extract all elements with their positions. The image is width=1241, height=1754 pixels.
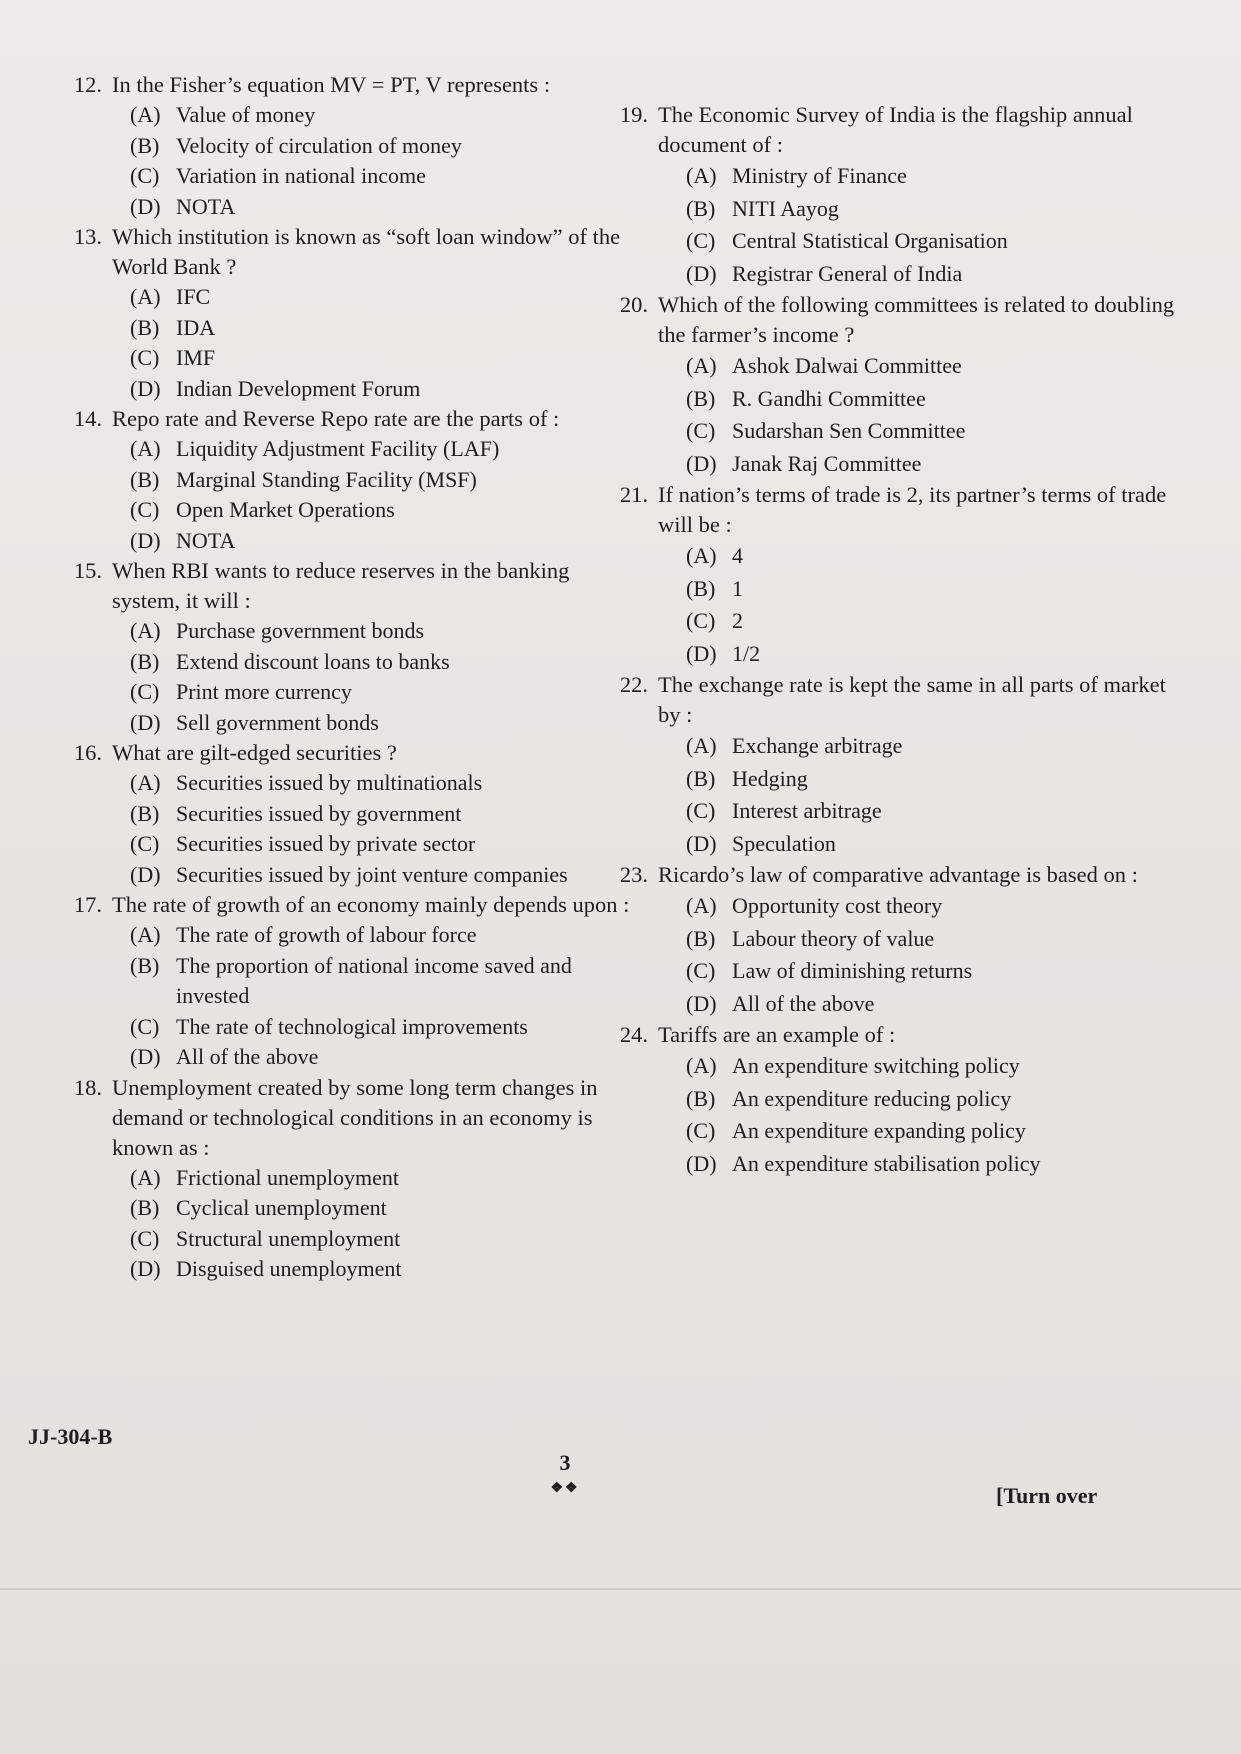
question-text: Which institution is known as “soft loan window” of the World Bank ? <box>112 224 621 279</box>
option-d <box>130 374 640 405</box>
option-letter: (D) <box>686 450 717 476</box>
option-d <box>686 988 1190 1021</box>
option-text: All of the above <box>732 990 875 1016</box>
option-letter: (B) <box>130 314 160 340</box>
left-column <box>60 70 640 1285</box>
option-c <box>130 495 640 526</box>
question-text: When RBI wants to reduce reserves in the banking system, it will : <box>112 558 570 613</box>
question-number: 16. <box>73 740 102 765</box>
question-text: What are gilt-edged securities ? <box>112 740 397 765</box>
question-14 <box>60 404 640 556</box>
option-b <box>686 1083 1190 1116</box>
option-d <box>686 448 1190 481</box>
question-text: Ricardo’s law of comparative advantage is based on : <box>658 862 1138 887</box>
option-d <box>130 1042 640 1073</box>
page-fold-divider <box>0 1588 1241 1590</box>
option-letter: (B) <box>130 1195 160 1220</box>
option-letter: (C) <box>130 831 160 856</box>
option-letter: (C) <box>130 1225 160 1251</box>
option-letter: (A) <box>130 770 161 795</box>
question-number: 24. <box>619 1022 648 1047</box>
option-b <box>130 465 640 496</box>
question-16 <box>60 738 640 890</box>
option-b <box>130 799 640 830</box>
option-a <box>130 1163 640 1194</box>
question-text: In the Fisher’s equation MV = PT, V represents : <box>112 72 551 97</box>
question-13 <box>60 222 640 404</box>
option-a <box>686 890 1190 923</box>
option-letter: (B) <box>686 765 716 791</box>
question-text: If nation’s terms of trade is 2, its partner’s terms of trade will be : <box>658 482 1167 537</box>
option-d <box>686 828 1190 861</box>
option-b <box>686 763 1190 796</box>
option-letter: (D) <box>130 861 161 887</box>
option-list <box>130 1163 640 1285</box>
option-text: Print more currency <box>176 679 352 704</box>
option-letter: (D) <box>686 830 717 856</box>
option-letter: (C) <box>130 497 160 522</box>
option-d <box>130 1254 640 1285</box>
option-letter: (C) <box>686 1118 716 1143</box>
option-d <box>130 708 640 739</box>
question-text: Which of the following committees is related to doubling the farmer’s income ? <box>658 292 1175 347</box>
option-text: Liquidity Adjustment Facility (LAF) <box>176 436 500 461</box>
option-c <box>130 343 640 374</box>
page-number-block <box>540 1450 590 1502</box>
question-23 <box>600 860 1190 1020</box>
option-letter: (D) <box>686 640 717 666</box>
option-text: The proportion of national income saved and invested <box>176 952 572 1008</box>
option-text: 2 <box>732 608 743 633</box>
option-letter: (C) <box>130 1013 160 1039</box>
option-list <box>686 730 1190 860</box>
option-list <box>130 434 640 556</box>
option-b <box>130 313 640 344</box>
option-list <box>130 768 640 890</box>
option-d <box>130 526 640 557</box>
option-text: Value of money <box>176 102 316 127</box>
option-letter: (D) <box>130 193 161 219</box>
option-a <box>130 768 640 799</box>
option-text: 1/2 <box>732 640 761 666</box>
option-text: Extend discount loans to banks <box>176 648 450 674</box>
option-letter: (A) <box>686 733 717 758</box>
option-text: An expenditure stabilisation policy <box>732 1150 1041 1176</box>
option-c <box>686 605 1190 638</box>
option-letter: (B) <box>686 925 716 951</box>
question-text: The Economic Survey of India is the flagship annual document of : <box>658 102 1133 157</box>
option-text: Sell government bonds <box>176 709 379 735</box>
option-list <box>686 350 1190 480</box>
option-letter: (C) <box>686 228 716 253</box>
option-letter: (A) <box>686 893 717 918</box>
option-text: An expenditure expanding policy <box>732 1118 1026 1143</box>
option-letter: (A) <box>130 102 161 127</box>
option-letter: (A) <box>130 1164 161 1190</box>
option-a <box>130 282 640 313</box>
option-list <box>686 890 1190 1020</box>
option-letter: (A) <box>130 436 161 461</box>
question-18 <box>60 1073 640 1285</box>
option-text: Velocity of circulation of money <box>176 132 462 158</box>
question-22 <box>600 670 1190 860</box>
question-number: 21. <box>619 482 648 507</box>
option-text: NOTA <box>176 193 236 219</box>
option-text: Frictional unemployment <box>176 1164 400 1190</box>
option-text: Securities issued by government <box>176 800 462 826</box>
option-letter: (D) <box>130 375 161 401</box>
question-19 <box>600 100 1190 290</box>
option-d <box>686 258 1190 291</box>
option-text: The rate of growth of labour force <box>176 922 477 947</box>
option-letter: (C) <box>686 418 716 443</box>
option-list <box>130 920 640 1073</box>
option-text: Securities issued by multinationals <box>176 770 483 795</box>
option-letter: (D) <box>686 990 717 1016</box>
option-text: Indian Development Forum <box>176 375 421 401</box>
option-text: IDA <box>176 314 216 340</box>
option-c <box>130 161 640 192</box>
option-text: The rate of technological improvements <box>176 1013 528 1039</box>
option-letter: (A) <box>130 922 161 947</box>
option-b <box>686 193 1190 226</box>
option-text: Variation in national income <box>176 163 426 188</box>
option-letter: (A) <box>686 1053 717 1078</box>
option-list <box>686 540 1190 670</box>
option-c <box>686 415 1190 448</box>
option-letter: (C) <box>130 345 160 370</box>
option-text: An expenditure reducing policy <box>732 1085 1012 1111</box>
question-number: 19. <box>619 102 648 127</box>
question-12 <box>60 70 640 222</box>
option-d <box>130 192 640 223</box>
option-d <box>686 638 1190 671</box>
option-text: Labour theory of value <box>732 925 935 951</box>
option-letter: (D) <box>130 527 161 553</box>
option-a <box>686 1050 1190 1083</box>
option-list <box>130 282 640 404</box>
option-a <box>130 434 640 465</box>
paper-code: JJ-304-B <box>28 1424 113 1449</box>
option-text: Ashok Dalwai Committee <box>732 353 962 378</box>
option-text: Securities issued by private sector <box>176 831 476 856</box>
option-letter: (A) <box>130 284 161 309</box>
question-text: Unemployment created by some long term changes in demand or technological conditions in an economy is known as : <box>112 1074 598 1160</box>
question-number: 14. <box>73 406 102 431</box>
option-b <box>686 573 1190 606</box>
option-text: NOTA <box>176 527 236 553</box>
question-24 <box>600 1020 1190 1180</box>
option-letter: (A) <box>686 543 717 568</box>
option-letter: (B) <box>686 1085 716 1111</box>
question-number: 17. <box>73 892 102 917</box>
turn-over-label: [Turn over <box>996 1483 1098 1508</box>
option-letter: (D) <box>686 260 717 286</box>
option-text: Disguised unemployment <box>176 1256 402 1281</box>
option-text: Central Statistical Organisation <box>732 228 1008 253</box>
option-text: All of the above <box>176 1044 319 1069</box>
option-letter: (B) <box>130 800 160 826</box>
option-b <box>686 923 1190 956</box>
option-text: Law of diminishing returns <box>732 958 973 983</box>
option-b <box>130 951 640 1012</box>
question-text: The exchange rate is kept the same in all parts of market by : <box>658 672 1166 727</box>
option-a <box>686 730 1190 763</box>
option-a <box>130 616 640 647</box>
option-text: Speculation <box>732 830 836 856</box>
option-letter: (C) <box>130 163 160 188</box>
option-text: Ministry of Finance <box>732 163 907 188</box>
option-letter: (B) <box>130 466 160 492</box>
question-text: Repo rate and Reverse Repo rate are the parts of : <box>112 406 560 431</box>
option-b <box>130 131 640 162</box>
option-list <box>130 616 640 738</box>
option-letter: (B) <box>130 952 160 978</box>
option-c <box>686 225 1190 258</box>
question-number: 22. <box>619 672 648 697</box>
question-text: The rate of growth of an economy mainly depends upon : <box>112 892 630 917</box>
option-text: IFC <box>176 284 211 309</box>
option-text: Securities issued by joint venture companies <box>176 861 568 887</box>
question-number: 15. <box>73 558 102 583</box>
option-b <box>130 647 640 678</box>
option-c <box>686 1115 1190 1148</box>
option-a <box>686 350 1190 383</box>
option-letter: (C) <box>686 608 716 633</box>
option-c <box>686 795 1190 828</box>
option-text: 1 <box>732 575 743 601</box>
option-letter: (A) <box>686 163 717 188</box>
option-text: Janak Raj Committee <box>732 450 922 476</box>
option-text: Marginal Standing Facility (MSF) <box>176 466 477 492</box>
option-text: Hedging <box>732 765 808 791</box>
option-letter: (D) <box>130 1256 161 1281</box>
question-17 <box>60 890 640 1073</box>
option-a <box>686 160 1190 193</box>
option-c <box>130 829 640 860</box>
option-letter: (B) <box>130 648 160 674</box>
option-letter: (D) <box>130 709 161 735</box>
option-text: Opportunity cost theory <box>732 893 943 918</box>
option-b <box>130 1193 640 1224</box>
option-c <box>130 1224 640 1255</box>
question-number: 12. <box>73 72 102 97</box>
option-text: Registrar General of India <box>732 260 963 286</box>
option-text: NITI Aayog <box>732 195 839 221</box>
question-21 <box>600 480 1190 670</box>
option-a <box>130 920 640 951</box>
option-letter: (C) <box>130 679 160 704</box>
option-d <box>130 860 640 891</box>
question-15 <box>60 556 640 738</box>
option-letter: (A) <box>686 353 717 378</box>
option-text: Purchase government bonds <box>176 618 425 643</box>
question-20 <box>600 290 1190 480</box>
option-letter: (D) <box>130 1044 161 1069</box>
question-number: 23. <box>619 862 648 887</box>
option-a <box>130 100 640 131</box>
option-text: Structural unemployment <box>176 1225 401 1251</box>
option-text: Sudarshan Sen Committee <box>732 418 966 443</box>
option-text: Interest arbitrage <box>732 798 882 823</box>
option-text: 4 <box>732 543 743 568</box>
right-column <box>600 100 1190 1180</box>
option-text: R. Gandhi Committee <box>732 385 926 411</box>
option-d <box>686 1148 1190 1181</box>
option-a <box>686 540 1190 573</box>
option-letter: (B) <box>686 575 716 601</box>
question-number: 20. <box>619 292 648 317</box>
question-text: Tariffs are an example of : <box>658 1022 896 1047</box>
option-list <box>130 100 640 222</box>
ornament-icon: ❖❖ <box>550 1481 580 1496</box>
option-c <box>686 955 1190 988</box>
option-text: Open Market Operations <box>176 497 395 522</box>
question-number: 18. <box>73 1074 102 1100</box>
option-letter: (B) <box>686 385 716 411</box>
option-text: IMF <box>176 345 216 370</box>
option-list <box>686 160 1190 290</box>
option-b <box>686 383 1190 416</box>
option-letter: (B) <box>130 132 160 158</box>
page-number: 3 <box>559 1450 571 1475</box>
question-number: 13. <box>73 224 102 249</box>
option-text: Exchange arbitrage <box>732 733 903 758</box>
option-letter: (D) <box>686 1150 717 1176</box>
option-letter: (A) <box>130 618 161 643</box>
option-letter: (B) <box>686 195 716 221</box>
option-text: An expenditure switching policy <box>732 1053 1020 1078</box>
option-c <box>130 677 640 708</box>
option-letter: (C) <box>686 958 716 983</box>
option-letter: (C) <box>686 798 716 823</box>
option-text: Cyclical unemployment <box>176 1195 387 1220</box>
option-list <box>686 1050 1190 1180</box>
option-c <box>130 1012 640 1043</box>
